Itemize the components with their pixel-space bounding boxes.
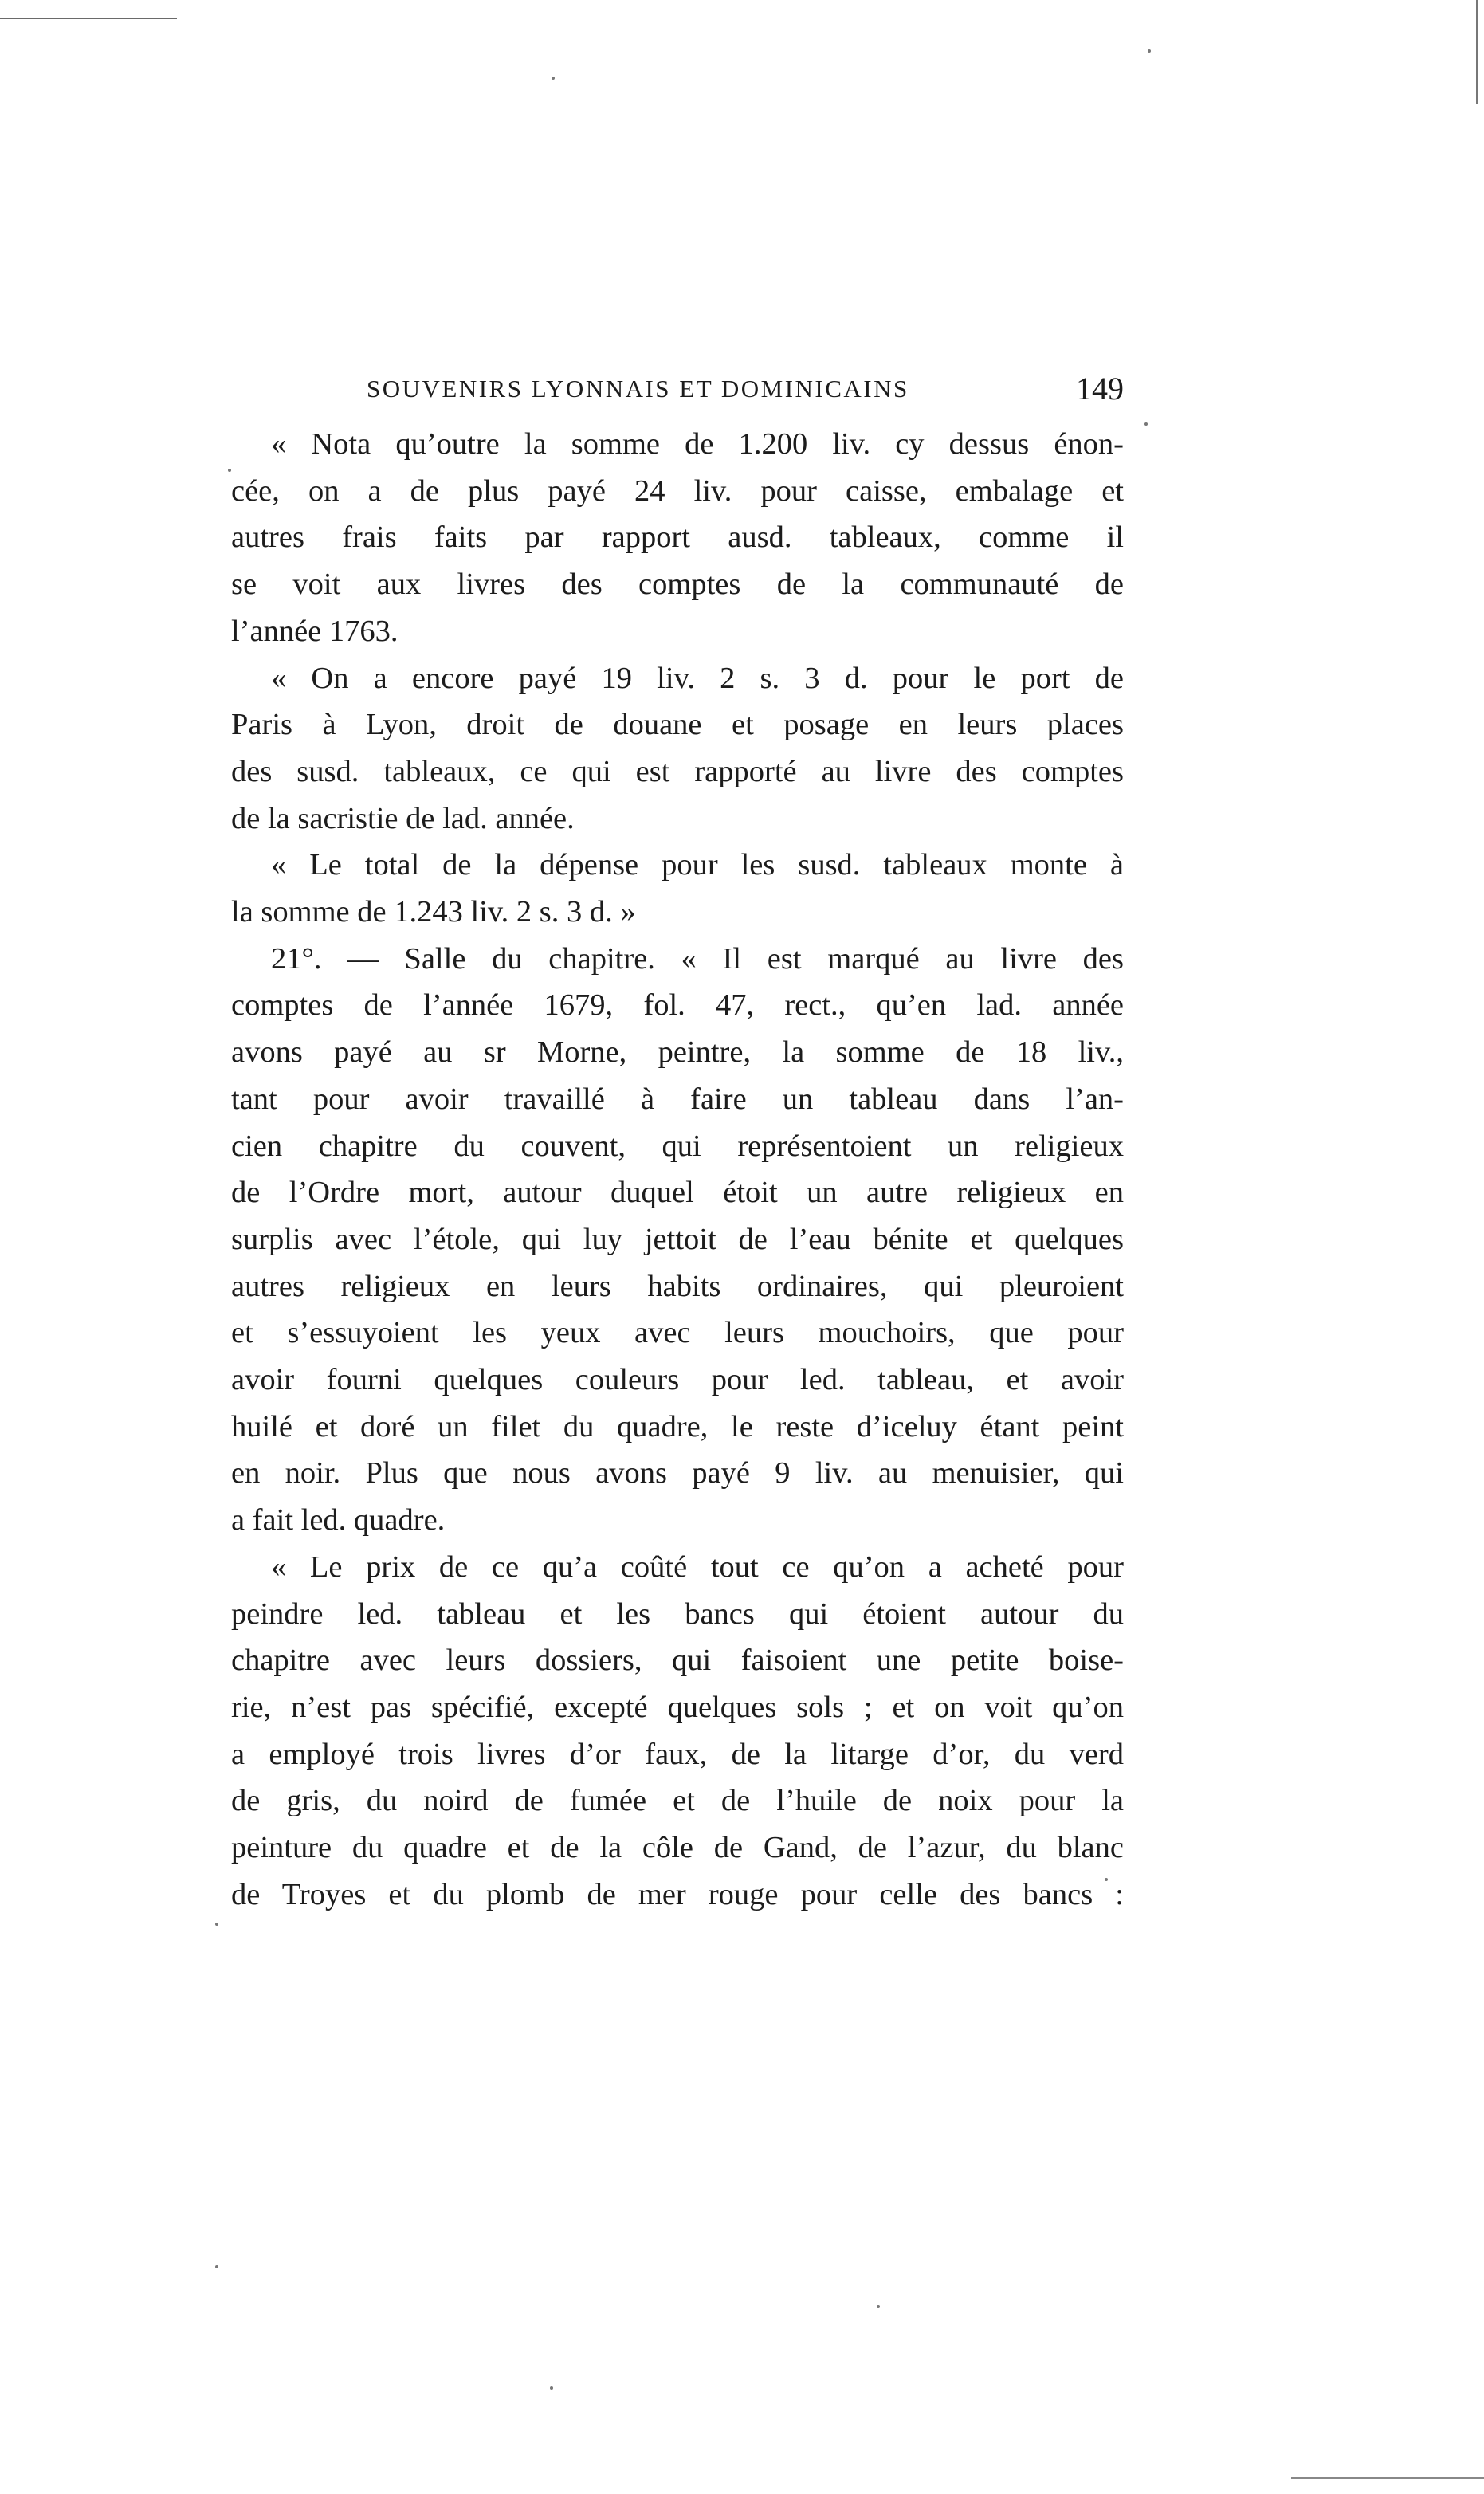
text-line: surplis avec l’étole, qui luy jettoit de l’eau bénite et quelques: [231, 1222, 1124, 1256]
text-line: avons payé au sr Morne, peintre, la somme de 18 liv.,: [231, 1035, 1124, 1070]
text-line: « Le prix de ce qu’a coûté tout ce qu’on a acheté pour: [271, 1549, 1124, 1584]
scan-edge-line-bottom: [1291, 2477, 1484, 2479]
text-line: cien chapitre du couvent, qui représentoient un religieux: [231, 1129, 1124, 1163]
text-line: rie, n’est pas spécifié, excepté quelques sols ; et on voit qu’on: [231, 1690, 1124, 1724]
body-text: [231, 421, 1124, 1919]
text-line: la somme de 1.243 liv. 2 s. 3 d. »: [231, 895, 636, 929]
text-line: se voit aux livres des comptes de la communauté de: [231, 568, 1124, 602]
ink-speck: [552, 77, 555, 80]
ink-speck: [215, 2265, 218, 2268]
text-line: cée, on a de plus payé 24 liv. pour caisse, embalage et: [231, 473, 1124, 508]
text-line: « Le total de la dépense pour les susd. tableaux monte à: [271, 848, 1124, 882]
text-line: a employé trois livres d’or faux, de la litarge d’or, du verd: [231, 1737, 1124, 1771]
text-line: et s’essuyoient les yeux avec leurs mouchoirs, que pour: [231, 1316, 1124, 1350]
ink-speck: [1148, 49, 1151, 53]
text-line: en noir. Plus que nous avons payé 9 liv. au menuisier, qui: [231, 1456, 1124, 1491]
scan-edge-line-top: [0, 18, 177, 19]
text-line: peinture du quadre et de la côle de Gand, de l’azur, du blanc: [231, 1831, 1124, 1865]
text-line: de gris, du noird de fumée et de l’huile de noix pour la: [231, 1784, 1124, 1818]
text-line: tant pour avoir travaillé à faire un tableau dans l’an-: [231, 1082, 1124, 1116]
running-title: SOUVENIRS LYONNAIS ET DOMINICAINS: [367, 375, 909, 403]
text-line: a fait led. quadre.: [231, 1503, 446, 1538]
text-line: avoir fourni quelques couleurs pour led. tableau, et avoir: [231, 1363, 1124, 1397]
text-line: de la sacristie de lad. année.: [231, 801, 575, 835]
text-line: comptes de l’année 1679, fol. 47, rect., qu’en lad. année: [231, 988, 1124, 1023]
ink-speck: [215, 1923, 218, 1926]
scan-edge-line-right: [1476, 0, 1478, 104]
text-line: peindre led. tableau et les bancs qui étoient autour du: [231, 1597, 1124, 1631]
page-number: 149: [1076, 371, 1124, 407]
text-line: Paris à Lyon, droit de douane et posage en leurs places: [231, 708, 1124, 742]
text-line: chapitre avec leurs dossiers, qui faisoient une petite boise-: [231, 1644, 1124, 1678]
text-line: des susd. tableaux, ce qui est rapporté au livre des comptes: [231, 754, 1124, 788]
text-line: autres frais faits par rapport ausd. tableaux, comme il: [231, 520, 1124, 555]
ink-speck: [550, 2386, 553, 2390]
text-line: 21°. — Salle du chapitre. « Il est marqué au livre des: [271, 941, 1124, 976]
text-line: « Nota qu’outre la somme de 1.200 liv. cy dessus énon-: [271, 427, 1124, 461]
text-line: l’année 1763.: [231, 614, 398, 648]
text-line: de Troyes et du plomb de mer rouge pour celle des bancs :: [231, 1877, 1124, 1911]
text-line: autres religieux en leurs habits ordinaires, qui pleuroient: [231, 1269, 1124, 1303]
text-line: huilé et doré un filet du quadre, le reste d’iceluy étant peint: [231, 1409, 1124, 1443]
text-line: « On a encore payé 19 liv. 2 s. 3 d. pour le port de: [271, 661, 1124, 695]
text-line: de l’Ordre mort, autour duquel étoit un autre religieux en: [231, 1176, 1124, 1210]
ink-speck: [877, 2305, 880, 2308]
running-head: [231, 370, 1124, 418]
ink-speck: [1144, 422, 1148, 426]
